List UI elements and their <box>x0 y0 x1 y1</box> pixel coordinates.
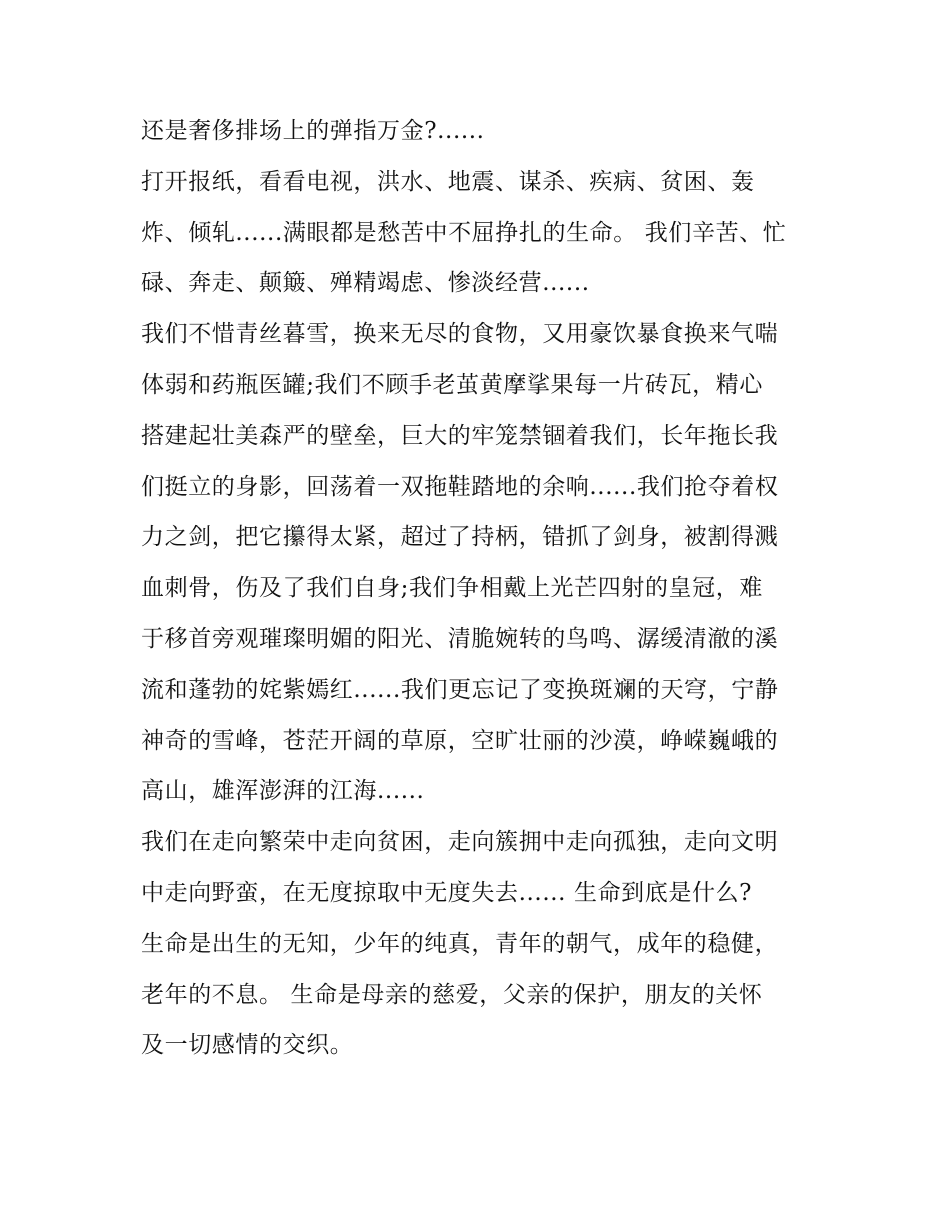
text-line: 于移首旁观璀璨明媚的阳光、清脆婉转的鸟鸣、潺缓清澈的溪 <box>141 625 779 652</box>
text-line: 生命是出生的无知，少年的纯真，青年的朝气，成年的稳健， <box>141 930 779 957</box>
text-line: 搭建起壮美森严的壁垒，巨大的牢笼禁锢着我们，长年拖长我 <box>141 422 779 449</box>
text-line: 及一切感情的交织。 <box>141 1032 354 1059</box>
text-line: 我们不惜青丝暮雪，换来无尽的食物，又用豪饮暴食换来气喘 <box>141 321 779 348</box>
text-line: 们挺立的身影，回荡着一双拖鞋踏地的余响......我们抢夺着权 <box>141 473 779 500</box>
text-line: 血刺骨，伤及了我们自身;我们争相戴上光芒四射的皇冠，难 <box>141 575 763 602</box>
text-line: 神奇的雪峰，苍茫开阔的草原，空旷壮丽的沙漠，峥嵘巍峨的 <box>141 727 779 754</box>
text-line: 还是奢侈排场上的弹指万金?...... <box>141 118 485 144</box>
text-line: 流和蓬勃的姹紫嫣红......我们更忘记了变换斑斓的天穹，宁静 <box>141 676 779 703</box>
text-line: 碌、奔走、颠簸、殚精竭虑、惨淡经营...... <box>141 270 590 297</box>
text-line: 力之剑，把它攥得太紧，超过了持柄，错抓了剑身，被割得溅 <box>141 524 779 551</box>
text-line: 体弱和药瓶医罐;我们不顾手老茧黄摩挲果每一片砖瓦，精心 <box>141 371 763 398</box>
text-line: 高山，雄浑澎湃的江海...... <box>141 778 425 805</box>
text-line: 我们在走向繁荣中走向贫困，走向簇拥中走向孤独，走向文明 <box>141 829 779 856</box>
text-line: 炸、倾轧......满眼都是愁苦中不屈挣扎的生命。 我们辛苦、忙 <box>141 219 787 246</box>
body-text <box>141 106 831 1071</box>
text-line: 中走向野蛮，在无度掠取中无度失去...... 生命到底是什么? <box>141 879 753 906</box>
text-line: 打开报纸，看看电视，洪水、地震、谋杀、疾病、贫困、轰 <box>141 168 755 195</box>
text-line: 老年的不息。 生命是母亲的慈爱，父亲的保护，朋友的关怀 <box>141 981 763 1008</box>
